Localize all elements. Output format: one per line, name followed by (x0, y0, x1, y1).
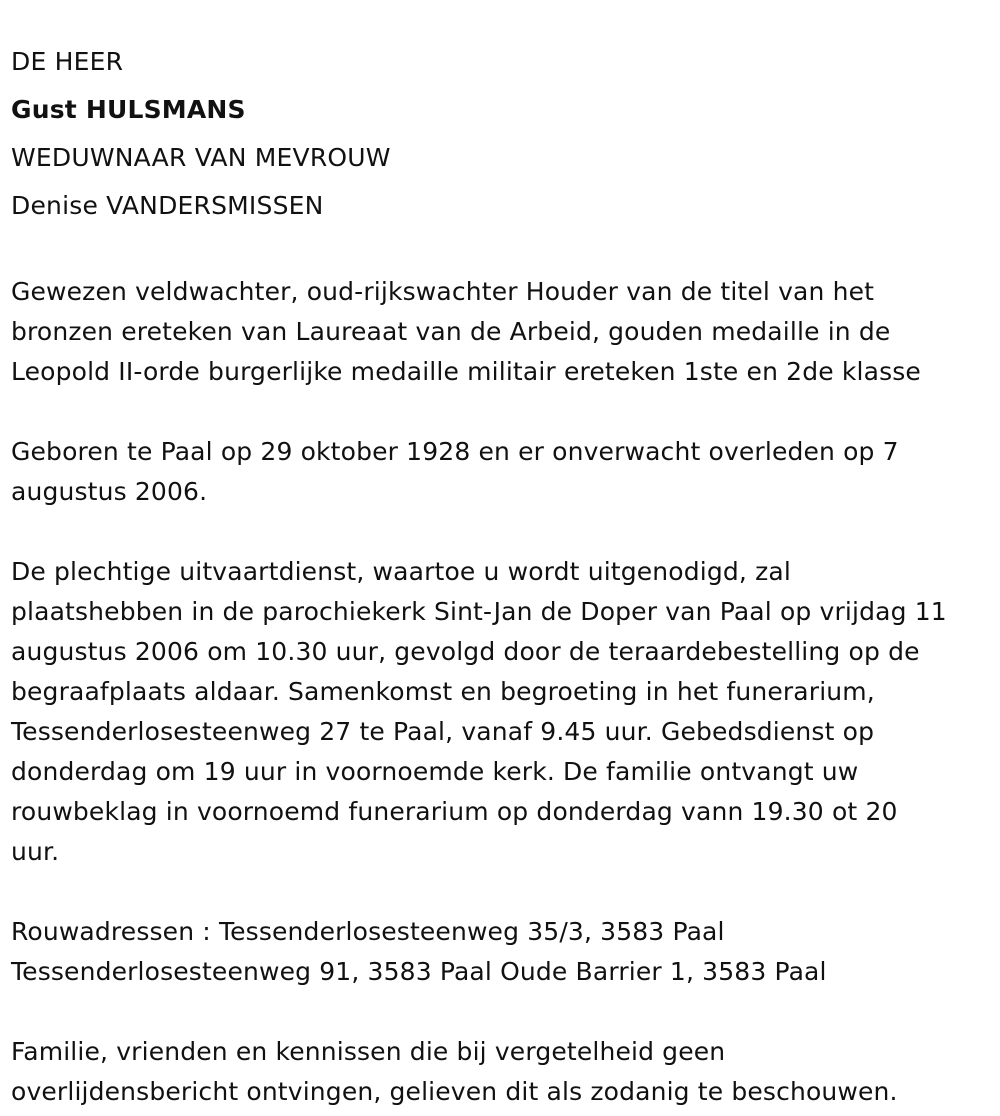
title-prefix: DE HEER (11, 47, 124, 76)
funeral-line: uur. (11, 837, 60, 866)
titles-line: Leopold II-orde burgerlijke medaille militair ereteken 1ste en 2de klasse (11, 357, 921, 386)
closing-paragraph (11, 1032, 996, 1112)
funeral-line: augustus 2006 om 10.30 uur, gevolgd door de teraardebestelling op de (11, 637, 920, 666)
funeral-line: Tessenderlosesteenweg 27 te Paal, vanaf 9.45 uur. Gebedsdienst op (11, 717, 875, 746)
deceased-name: Gust HULSMANS (11, 95, 246, 124)
address-line: Rouwadressen : Tessenderlosesteenweg 35/3, 3583 Paal (11, 917, 725, 946)
address-line: Tessenderlosesteenweg 91, 3583 Paal Oude Barrier 1, 3583 Paal (11, 957, 827, 986)
titles-line: bronzen ereteken van Laureaat van de Arbeid, gouden medaille in de (11, 317, 891, 346)
birth-death-paragraph (11, 432, 996, 512)
closing-line: Familie, vrienden en kennissen die bij vergetelheid geen (11, 1037, 726, 1066)
funeral-line: rouwbeklag in voornoemd funerarium op donderdag vann 19.30 ot 20 (11, 797, 898, 826)
relation-line: WEDUWNAAR VAN MEVROUW (11, 143, 391, 172)
birth-death-line: augustus 2006. (11, 477, 208, 506)
funeral-paragraph (11, 552, 996, 872)
birth-death-line: Geboren te Paal op 29 oktober 1928 en er onverwacht overleden op 7 (11, 437, 899, 466)
titles-line: Gewezen veldwachter, oud-rijkswachter Houder van de titel van het (11, 277, 875, 306)
funeral-line: begraafplaats aldaar. Samenkomst en begroeting in het funerarium, (11, 677, 875, 706)
funeral-line: plaatshebben in de parochiekerk Sint-Jan de Doper van Paal op vrijdag 11 (11, 597, 947, 626)
titles-paragraph (11, 272, 996, 392)
addresses-paragraph (11, 912, 996, 992)
spouse-name: Denise VANDERSMISSEN (11, 191, 324, 220)
closing-line: overlijdensbericht ontvingen, gelieven dit als zodanig te beschouwen. (11, 1077, 898, 1106)
funeral-line: De plechtige uitvaartdienst, waartoe u wordt uitgenodigd, zal (11, 557, 791, 586)
funeral-line: donderdag om 19 uur in voornoemde kerk. De familie ontvangt uw (11, 757, 859, 786)
